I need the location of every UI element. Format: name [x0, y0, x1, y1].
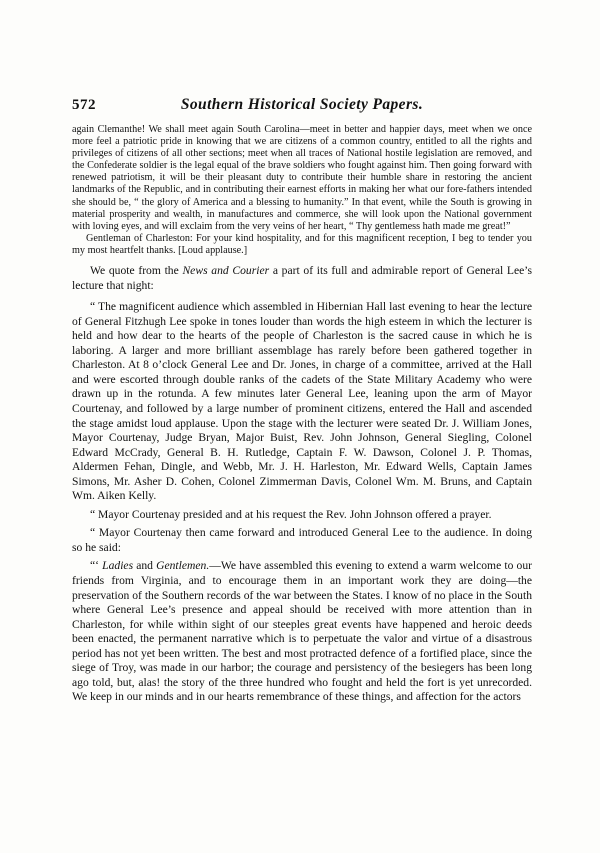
- news-courier-intro-paragraph: [72, 264, 532, 293]
- newspaper-name: News and Courier: [182, 264, 270, 278]
- intro-text-lead: We quote from the: [90, 264, 183, 278]
- salutation-gentlemen: Gentlemen.: [156, 559, 210, 573]
- running-title: Southern Historical Society Papers.: [180, 96, 424, 113]
- page-header: [72, 96, 536, 114]
- hibernian-hall-paragraph: “ The magnificent audience which assembled in Hibernian Hall last evening to hear the lecture of General Fitzhugh Lee spoke in tones louder than words the high esteem in which the lecturer is held and how dear to the hearts of the people of Charleston is the sacred cause in which he is laboring. A larger and more brilliant assemblage has rarely before been gathered together in Charleston. At 8 o’clock General Lee and Dr. Jones, in charge of a committee, arrived at the Hall and were escorted through double ranks of the cadets of the State Military Academy who were drawn up in the rotunda. A few minutes later General Lee, leaning upon the arm of Mayor Courtenay, and followed by a large number of prominent citizens, entered the Hall and ascended the stage amidst loud applause. Upon the stage with the lecturer were seated Dr. J. William Jones, Mayor Courtenay, Judge Bryan, Major Buist, Rev. John Johnson, General Siegling, Colonel Edward McCrady, General B. H. Rutledge, Captain F. W. Dawson, Colonel J. P. Thomas, Aldermen Fehan, Dingle, and Webb, Mr. J. H. Harleston, Mr. Edward Wells, Captain James Simons, Mr. Asher D. Cohen, Colonel Zimmerman Davis, Colonel Wm. M. Bruns, and Captain Wm. Aiken Kelly.: [72, 300, 532, 503]
- address-open-quote: “‘: [90, 559, 103, 573]
- address-paragraph: [72, 559, 532, 704]
- page-number: 572: [72, 97, 96, 113]
- prayer-paragraph: “ Mayor Courtenay presided and at his request the Rev. John Johnson offered a prayer.: [90, 507, 492, 521]
- thanks-paragraph: Gentleman of Charleston: For your kind hospitality, and for this magnificent reception, I beg to tender you my most heartfelt thanks. [Loud applause.]: [72, 232, 532, 256]
- salutation-and: and: [133, 559, 157, 573]
- salutation-ladies: Ladies: [102, 559, 134, 573]
- introduction-paragraph: “ Mayor Courtenay then came forward and introduced General Lee to the audience. In doing so he said:: [72, 526, 532, 554]
- address-body-text: —We have assembled this evening to extend a warm welcome to our friends from Virginia, and to encourage them in an important work they are doing—the preservation of the Southern records of the war between the States. I know of no place in the South where General Lee’s presence and appeal should be received with more attention than in Charleston, for while within sight of our steeples great events have happened and heroic deeds been enacted, the permanent narrative which is to perpetuate the valor and virtue of a disastrous period has not yet been written. The best and most protracted defence of a fortified place, since the siege of Troy, was made in our harbor; the courage and persistency of the besiegers has been long ago told, but, alas! the story of the three hundred who fought and held the fort is yet unrecorded. We keep in our minds and in our hearts remembrance of these things, and affection for the actors: [72, 559, 532, 704]
- intro-text-tail: a part of its full and admirable report of General Lee’s lecture that night:: [72, 264, 532, 292]
- speech-conclusion-paragraph: again Clemanthe! We shall meet again South Carolina—meet in better and happier days, meet when we once more feel a patriotic pride in knowing that we are citizens of a common country, entitled to all the rights and privileges of citizens of all other sections; meet when all traces of National hostile legislation are removed, and the Confederate soldier is the legal equal of the brave soldiers who fought against him. Then going forward with renewed patriotism, it will be their pleasant duty to contribute their humble share in restoring the ancient landmarks of the Republic, and in contributing their earnest efforts in making her what our fore-fathers intended she should be, “ the glory of America and a blessing to humanity.” In that event, while the South is growing in material prosperity and wealth, in manufactures and commerce, she will look upon the National government with loving eyes, and will exclaim from the very veins of her heart, “ Thy gentlemess hath made me great!”: [72, 124, 532, 232]
- page-body: [72, 124, 532, 705]
